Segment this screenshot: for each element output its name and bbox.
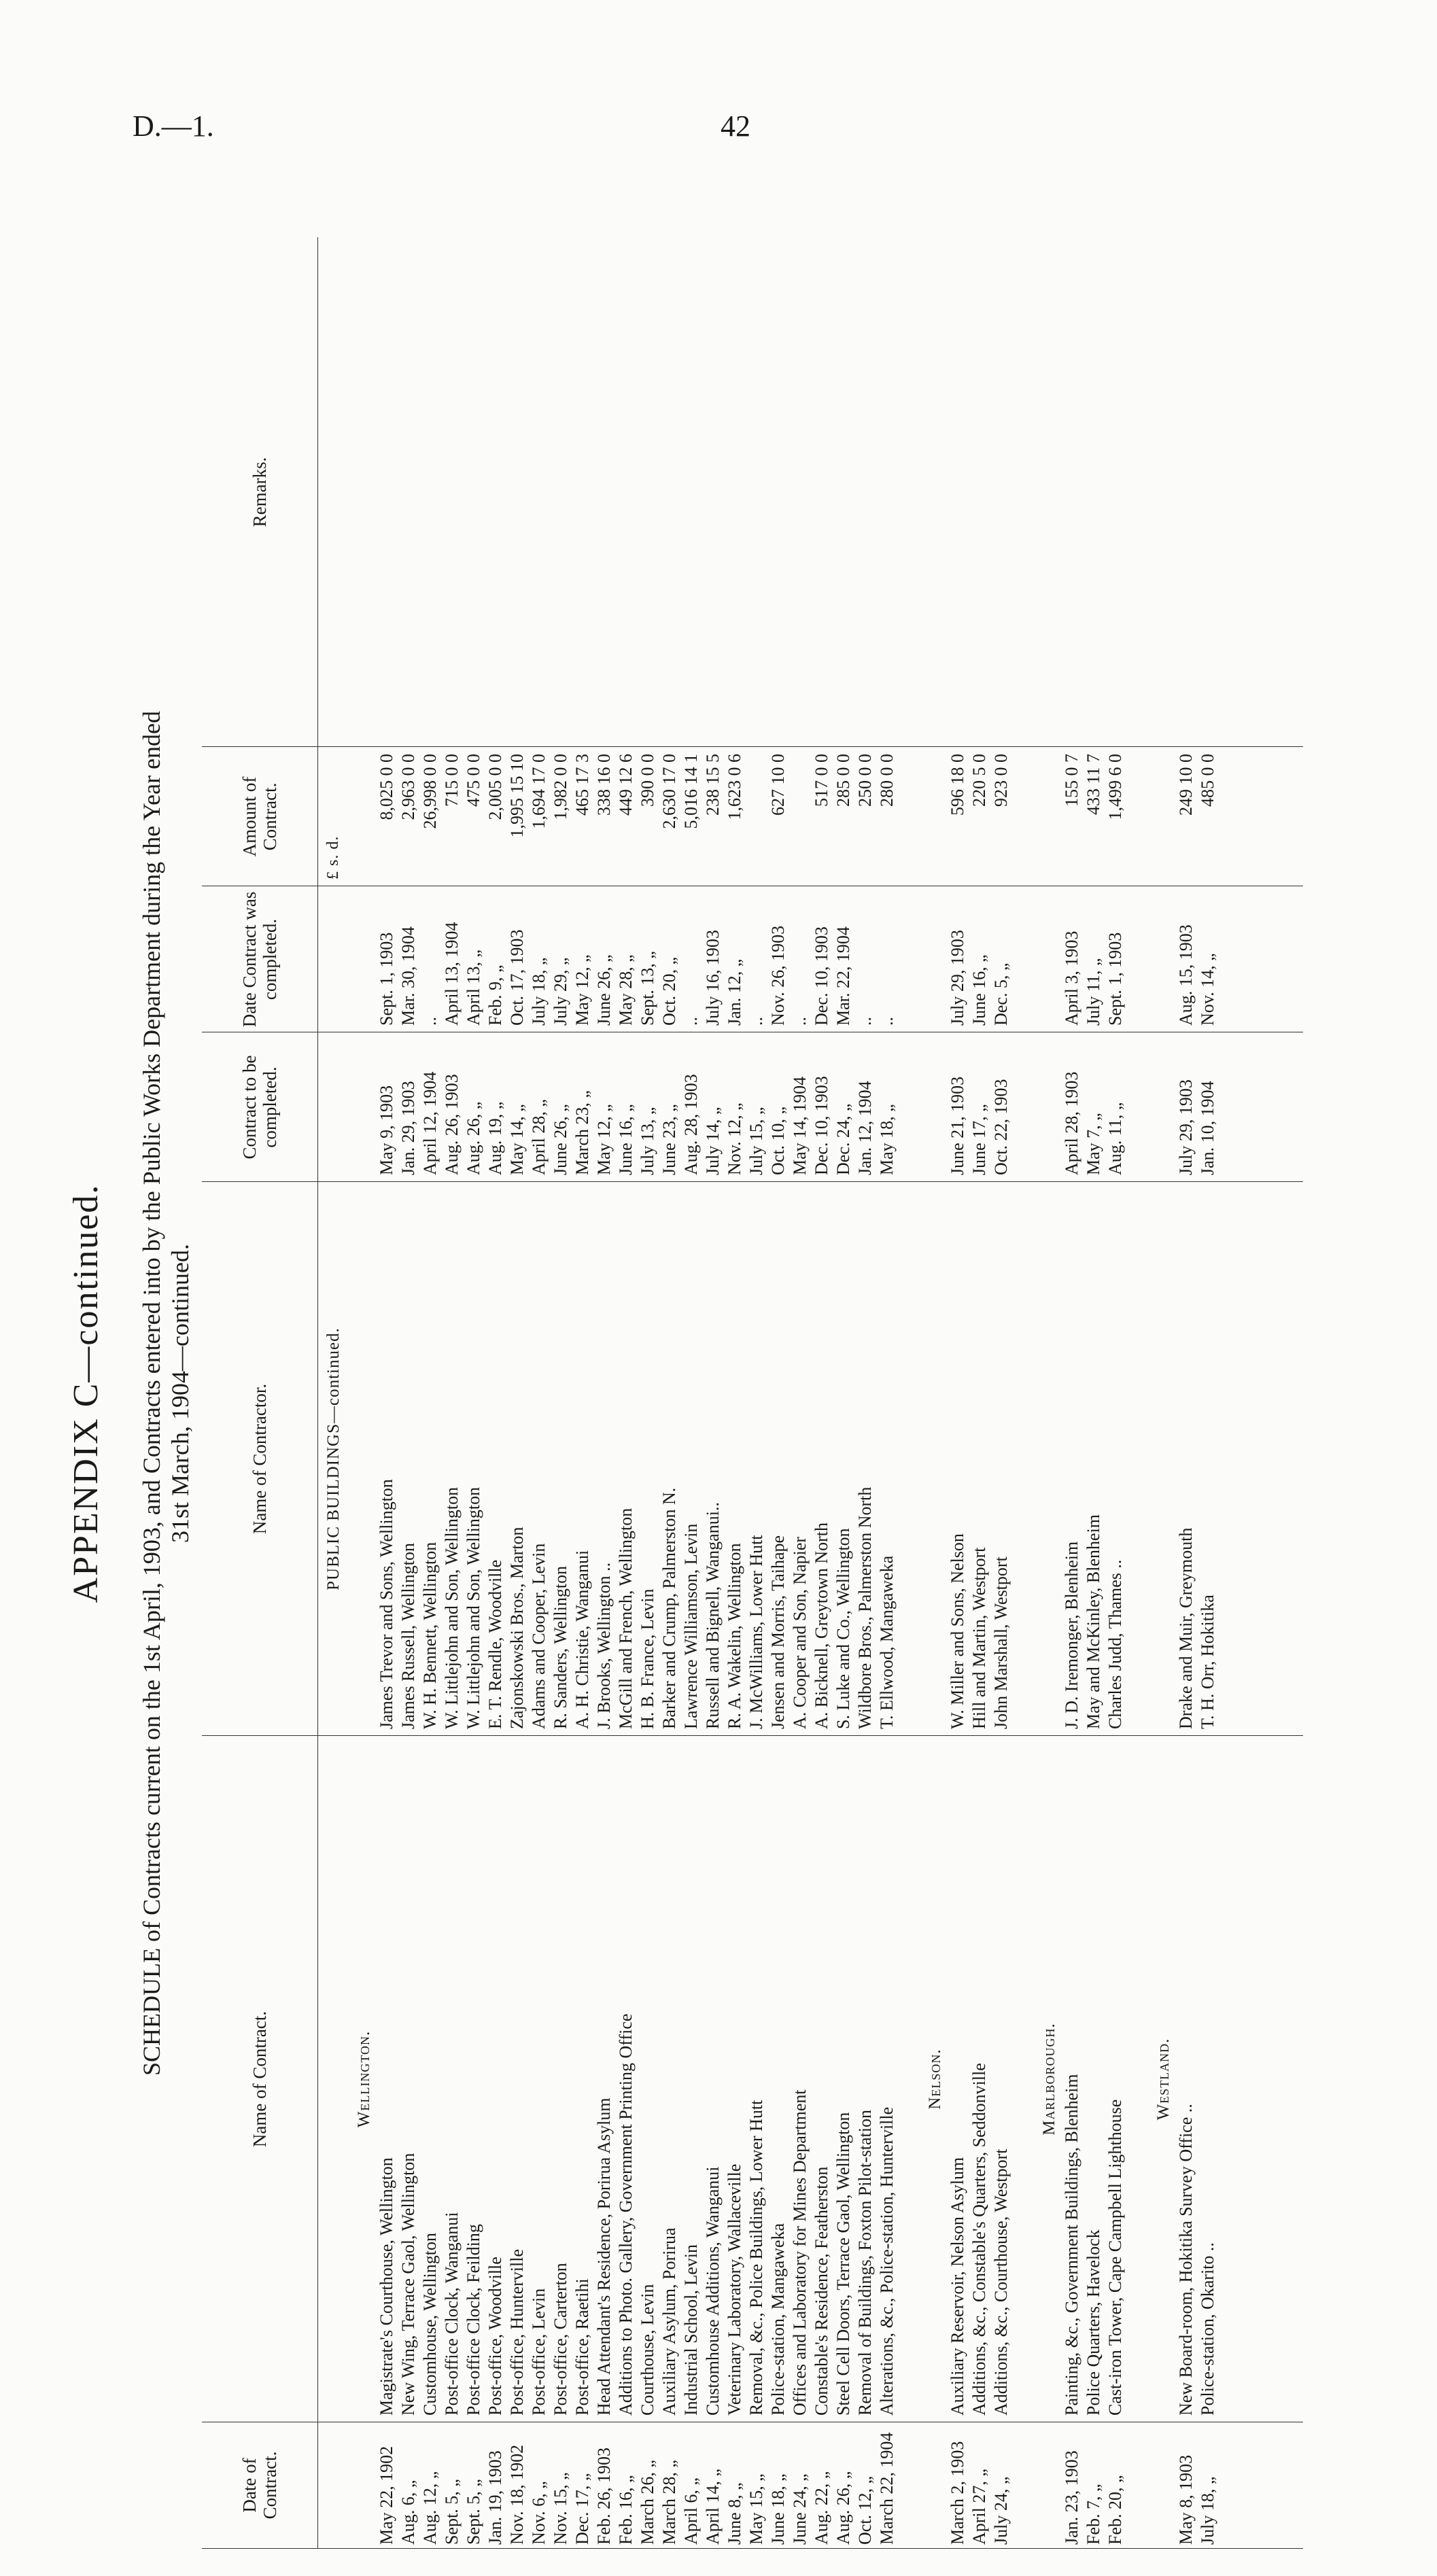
cell-contractor: J. McWilliams, Lower Hutt bbox=[746, 1535, 766, 1729]
table-row bbox=[833, 747, 854, 2548]
cell-contract: Removal, &c., Police Buildings, Lower Hutt bbox=[746, 2100, 766, 2416]
table-row bbox=[877, 747, 897, 2548]
cell-contractor: T. H. Orr, Hokitika bbox=[1198, 1595, 1217, 1729]
cell-date: Aug. 22, „ bbox=[812, 2471, 831, 2545]
cell-amount: 2,005 0 0 bbox=[485, 754, 505, 820]
cell-date: Feb. 26, 1903 bbox=[594, 2448, 614, 2545]
table-row bbox=[507, 747, 527, 2548]
section-heading: Westland. bbox=[1154, 2038, 1173, 2121]
cell-contractor: E. T. Rendle, Woodville bbox=[485, 1559, 505, 1729]
cell-contractor: S. Luke and Co., Wellington bbox=[833, 1528, 853, 1729]
cell-contract: Police-station, Okarito .. bbox=[1198, 2242, 1217, 2416]
cell-contractor: Charles Judd, Thames .. bbox=[1105, 1559, 1125, 1729]
cell-to-complete: June 23, „ bbox=[659, 1104, 679, 1175]
cell-contract: Auxiliary Asylum, Porirua bbox=[659, 2227, 679, 2416]
cell-to-complete: June 21, 1903 bbox=[948, 1076, 967, 1175]
cell-date: July 18, „ bbox=[1198, 2476, 1217, 2545]
table-row bbox=[638, 747, 658, 2548]
section-public-buildings: PUBLIC BUILDINGS—continued. bbox=[324, 1327, 343, 1590]
cell-to-complete: Dec. 24, „ bbox=[833, 1103, 853, 1175]
table-row bbox=[551, 747, 571, 2548]
cell-contract: Post-office, Woodville bbox=[485, 2257, 505, 2416]
cell-contract: Police-station, Mangaweka bbox=[768, 2223, 788, 2416]
cell-contractor: McGill and French, Wellington bbox=[616, 1508, 636, 1729]
cell-completed: July 18, „ bbox=[529, 957, 549, 1026]
cell-contract: Cast-iron Tower, Cape Campbell Lighthouse bbox=[1105, 2099, 1125, 2416]
cell-amount: 280 0 0 bbox=[877, 754, 897, 807]
table-row bbox=[1105, 747, 1126, 2548]
cell-date: Feb. 7, „ bbox=[1084, 2484, 1103, 2545]
appendix-title: APPENDIX C—continued. bbox=[67, 1183, 105, 1603]
cell-amount: 465 17 3 bbox=[572, 754, 592, 816]
col-header-amount: Amount of Contract. bbox=[202, 747, 318, 886]
cell-contractor: Lawrence Williamson, Levin bbox=[681, 1523, 701, 1729]
cell-completed: .. bbox=[681, 1017, 701, 1026]
cell-completed: Dec. 10, 1903 bbox=[812, 926, 831, 1026]
cell-contractor: Hill and Martin, Westport bbox=[969, 1547, 989, 1729]
cell-amount: 517 0 0 bbox=[812, 754, 831, 807]
table-row bbox=[485, 747, 506, 2548]
cell-contract: Additions to Photo. Gallery, Government Printing Office bbox=[616, 2013, 636, 2416]
table-row bbox=[948, 747, 968, 2548]
cell-date: Aug. 26, „ bbox=[833, 2471, 853, 2545]
cell-completed: Oct. 17, 1903 bbox=[507, 929, 527, 1026]
cell-to-complete: May 14, 1904 bbox=[790, 1076, 810, 1175]
cell-amount: 1,982 0 0 bbox=[551, 754, 570, 820]
table-row bbox=[681, 747, 702, 2548]
cell-contractor: Russell and Bignell, Wanganui.. bbox=[703, 1502, 723, 1729]
cell-date: Feb. 16, „ bbox=[616, 2475, 636, 2545]
cell-date: June 18, „ bbox=[768, 2473, 788, 2545]
cell-to-complete: April 28, 1903 bbox=[1062, 1071, 1081, 1175]
cell-date: Oct. 12, „ bbox=[855, 2475, 875, 2545]
cell-to-complete: Aug. 26, „ bbox=[464, 1101, 483, 1175]
cell-contract: Post-office, Raetihi bbox=[572, 2278, 592, 2416]
table-row bbox=[812, 747, 832, 2548]
cell-contractor: A. Bicknell, Greytown North bbox=[812, 1522, 831, 1729]
cell-to-complete: Nov. 12, „ bbox=[725, 1102, 744, 1175]
cell-contract: Customhouse Additions, Wanganui bbox=[703, 2166, 723, 2416]
table-row bbox=[768, 747, 789, 2548]
cell-date: May 15, „ bbox=[746, 2473, 766, 2545]
cell-contract: Post-office, Hunterville bbox=[507, 2248, 527, 2416]
cell-amount: 449 12 6 bbox=[616, 754, 636, 816]
cell-contract: Post-office, Levin bbox=[529, 2288, 549, 2416]
cell-to-complete: Oct. 10, „ bbox=[768, 1106, 788, 1175]
table-row bbox=[790, 747, 810, 2548]
cell-to-complete: July 14, „ bbox=[703, 1107, 723, 1175]
cell-amount: 155 0 7 bbox=[1062, 754, 1081, 807]
cell-amount: 485 0 0 bbox=[1198, 754, 1217, 807]
cell-completed: April 3, 1903 bbox=[1062, 930, 1081, 1026]
cell-contract: Alterations, &c., Police-station, Hunterville bbox=[877, 2106, 897, 2416]
cell-contractor: A. Cooper and Son, Napier bbox=[790, 1536, 810, 1729]
cell-contractor: H. B. France, Levin bbox=[638, 1588, 657, 1729]
cell-date: Aug. 12, „ bbox=[420, 2471, 440, 2545]
cell-completed: .. bbox=[746, 1017, 766, 1026]
cell-contract: Customhouse, Wellington bbox=[420, 2233, 440, 2416]
cell-contractor: Jensen and Morris, Taihape bbox=[768, 1535, 788, 1729]
cell-completed: June 26, „ bbox=[594, 954, 614, 1026]
table-row bbox=[659, 747, 680, 2548]
cell-contract: Painting, &c., Government Buildings, Blenheim bbox=[1062, 2074, 1081, 2416]
cell-to-complete: Jan. 29, 1903 bbox=[398, 1081, 418, 1175]
cell-contractor: Zajonskowski Bros., Marton bbox=[507, 1527, 527, 1729]
table-row bbox=[572, 747, 593, 2548]
cell-amount: 715 0 0 bbox=[442, 754, 462, 807]
cell-contractor: May and McKinley, Blenheim bbox=[1084, 1514, 1103, 1729]
cell-completed: .. bbox=[877, 1017, 897, 1026]
cell-contractor: James Russell, Wellington bbox=[398, 1542, 418, 1729]
cell-amount: 2,963 0 0 bbox=[398, 754, 418, 820]
cell-to-complete: Jan. 12, 1904 bbox=[855, 1081, 875, 1175]
cell-completed: Sept. 13, „ bbox=[638, 951, 657, 1026]
cell-contract: Magistrate's Courthouse, Wellington bbox=[377, 2157, 396, 2416]
cell-to-complete: Oct. 22, 1903 bbox=[991, 1079, 1011, 1175]
cell-to-complete: May 9, 1903 bbox=[377, 1085, 396, 1175]
cell-contractor: W. Littlejohn and Son, Wellington bbox=[442, 1486, 462, 1729]
cell-completed: Oct. 20, „ bbox=[659, 956, 679, 1026]
cell-completed: Nov. 14, „ bbox=[1198, 953, 1217, 1026]
cell-date: Aug. 6, „ bbox=[398, 2479, 418, 2545]
cell-date: Feb. 20, „ bbox=[1105, 2475, 1125, 2545]
cell-to-complete: July 13, „ bbox=[638, 1107, 657, 1175]
cell-completed: Feb. 9, „ bbox=[485, 964, 505, 1026]
cell-completed: June 16, „ bbox=[969, 954, 989, 1026]
cell-contractor: Wildbore Bros., Palmerston North bbox=[855, 1486, 875, 1729]
cell-completed: July 29, „ bbox=[551, 957, 570, 1026]
cell-contract: Head Attendant's Residence, Porirua Asylum bbox=[594, 2098, 614, 2416]
cell-contract: Offices and Laboratory for Mines Department bbox=[790, 2089, 810, 2416]
cell-completed: .. bbox=[790, 1017, 810, 1026]
cell-to-complete: May 7, „ bbox=[1084, 1113, 1103, 1175]
cell-date: March 2, 1903 bbox=[948, 2441, 967, 2545]
schedule-title-line1: SCHEDULE of Contracts current on the 1st April, 1903, and Contracts entered into by the Public Works Department during the Year ended bbox=[138, 710, 165, 2076]
cell-date: Dec. 17, „ bbox=[572, 2473, 592, 2545]
cell-amount: 250 0 0 bbox=[855, 754, 875, 807]
schedule-title bbox=[137, 211, 194, 2576]
cell-contract: Courthouse, Levin bbox=[638, 2284, 657, 2416]
cell-contract: New Wing, Terrace Gaol, Wellington bbox=[398, 2153, 418, 2416]
cell-contract: Industrial School, Levin bbox=[681, 2244, 701, 2416]
rotated-table-area bbox=[67, 211, 1364, 2576]
cell-contract: Police Quarters, Havelock bbox=[1084, 2229, 1103, 2416]
cell-date: Nov. 18, 1902 bbox=[507, 2444, 527, 2545]
cell-amount: 923 0 0 bbox=[991, 754, 1011, 807]
cell-contractor: James Trevor and Sons, Wellington bbox=[377, 1479, 396, 1729]
table-row bbox=[529, 747, 549, 2548]
cell-contract: Post-office Clock, Wanganui bbox=[442, 2212, 462, 2416]
cell-date: Nov. 6, „ bbox=[529, 2481, 549, 2545]
cell-contract: Additions, &c., Constable's Quarters, Seddonville bbox=[969, 2063, 989, 2416]
cell-amount: 475 0 0 bbox=[464, 754, 483, 807]
cell-date: July 24, „ bbox=[991, 2476, 1011, 2545]
table-row bbox=[398, 747, 419, 2548]
cell-date: April 14, „ bbox=[703, 2469, 723, 2545]
cell-completed: Nov. 26, 1903 bbox=[768, 925, 788, 1026]
cell-to-complete: April 12, 1904 bbox=[420, 1071, 440, 1175]
cell-contract: Auxiliary Reservoir, Nelson Asylum bbox=[948, 2157, 967, 2416]
section-heading: Marlborough. bbox=[1040, 2023, 1058, 2136]
cell-amount: 238 15 5 bbox=[703, 754, 723, 816]
cell-contractor: R. A. Wakelin, Wellington bbox=[725, 1543, 744, 1729]
cell-amount: 1,499 6 0 bbox=[1105, 754, 1125, 820]
section-heading: Nelson. bbox=[926, 2049, 944, 2110]
table-row bbox=[594, 747, 614, 2548]
cell-date: April 6, „ bbox=[681, 2477, 701, 2545]
table-row bbox=[703, 747, 723, 2548]
cell-completed: April 13, „ bbox=[464, 950, 483, 1026]
col-header-to-complete: Contract to be completed. bbox=[202, 1032, 318, 1182]
cell-to-complete: Dec. 10, 1903 bbox=[812, 1076, 831, 1175]
cell-date: June 24, „ bbox=[790, 2473, 810, 2545]
contracts-table bbox=[202, 237, 1303, 2549]
cell-to-complete: Aug. 19, „ bbox=[485, 1101, 505, 1175]
cell-date: Sept. 5, „ bbox=[442, 2479, 462, 2545]
cell-contractor: W. H. Bennett, Wellington bbox=[420, 1542, 440, 1729]
cell-amount: 249 10 0 bbox=[1176, 754, 1196, 816]
cell-contractor: T. Ellwood, Mangaweka bbox=[877, 1555, 897, 1729]
cell-contract: Veterinary Laboratory, Wallaceville bbox=[725, 2163, 744, 2416]
cell-to-complete: Jan. 10, 1904 bbox=[1198, 1081, 1217, 1175]
table-row bbox=[746, 747, 767, 2548]
cell-amount: 1,623 0 6 bbox=[725, 754, 744, 820]
cell-to-complete: May 14, „ bbox=[507, 1104, 527, 1175]
cell-contract: Additions, &c., Courthouse, Westport bbox=[991, 2148, 1011, 2416]
cell-to-complete: Aug. 28, 1903 bbox=[681, 1074, 701, 1175]
cell-amount: 5,016 14 1 bbox=[681, 754, 701, 829]
cell-to-complete: March 23, „ bbox=[572, 1090, 592, 1175]
table-row bbox=[464, 747, 484, 2548]
cell-contractor: J. Brooks, Wellington .. bbox=[594, 1562, 614, 1729]
cell-amount: 390 0 0 bbox=[638, 754, 657, 807]
page-code: D.—1. bbox=[133, 109, 214, 143]
cell-completed: Dec. 5, „ bbox=[991, 962, 1011, 1026]
cell-contract: Post-office Clock, Feilding bbox=[464, 2224, 483, 2416]
amount-units: £ s. d. bbox=[324, 835, 342, 880]
cell-contractor: W. Miller and Sons, Nelson bbox=[948, 1533, 967, 1729]
cell-completed: .. bbox=[420, 1017, 440, 1026]
cell-contractor: Drake and Muir, Greymouth bbox=[1176, 1527, 1196, 1729]
cell-completed: April 13, 1904 bbox=[442, 922, 462, 1026]
cell-contractor: J. D. Iremonger, Blenheim bbox=[1062, 1541, 1081, 1729]
cell-completed: Mar. 22, 1904 bbox=[833, 926, 853, 1026]
cell-date: May 22, 1902 bbox=[377, 2446, 396, 2545]
table-row bbox=[616, 747, 636, 2548]
section-heading: Wellington. bbox=[355, 2030, 373, 2128]
cell-date: April 27, „ bbox=[969, 2469, 989, 2545]
cell-contractor: W. Littlejohn and Son, Wellington bbox=[464, 1486, 483, 1729]
cell-contractor: R. Sanders, Wellington bbox=[551, 1565, 570, 1729]
cell-to-complete: Aug. 26, 1903 bbox=[442, 1074, 462, 1175]
cell-date: Nov. 15, „ bbox=[551, 2472, 570, 2545]
cell-completed: July 16, 1903 bbox=[703, 930, 723, 1026]
cell-date: Jan. 23, 1903 bbox=[1062, 2450, 1081, 2545]
cell-to-complete: April 28, „ bbox=[529, 1099, 549, 1175]
cell-date: June 8, „ bbox=[725, 2482, 744, 2545]
cell-to-complete: June 16, „ bbox=[616, 1104, 636, 1175]
cell-completed: Jan. 12, „ bbox=[725, 958, 744, 1026]
cell-contract: Constable's Residence, Featherston bbox=[812, 2166, 831, 2416]
cell-date: March 28, „ bbox=[659, 2460, 679, 2545]
cell-to-complete: May 12, „ bbox=[594, 1104, 614, 1175]
cell-contract: Removal of Buildings, Foxton Pilot-station bbox=[855, 2110, 875, 2416]
table-row bbox=[855, 747, 876, 2548]
cell-completed: .. bbox=[855, 1017, 875, 1026]
cell-contractor: Adams and Cooper, Levin bbox=[529, 1543, 549, 1729]
col-header-date: Date of Contract. bbox=[202, 2422, 318, 2548]
cell-date: March 26, „ bbox=[638, 2460, 657, 2545]
cell-to-complete: June 17, „ bbox=[969, 1104, 989, 1175]
table-row bbox=[420, 747, 440, 2548]
table-row bbox=[991, 747, 1011, 2548]
cell-to-complete: Aug. 11, „ bbox=[1105, 1102, 1125, 1175]
cell-amount: 285 0 0 bbox=[833, 754, 853, 807]
cell-amount: 2,630 17 0 bbox=[659, 754, 679, 829]
cell-to-complete: July 15, „ bbox=[746, 1107, 766, 1175]
table-row bbox=[1198, 747, 1218, 2548]
cell-contractor: John Marshall, Westport bbox=[991, 1556, 1011, 1729]
cell-date: May 8, 1903 bbox=[1176, 2454, 1196, 2545]
cell-contractor: A. H. Christie, Wanganui bbox=[572, 1550, 592, 1729]
table-row bbox=[442, 747, 462, 2548]
cell-amount: 338 16 0 bbox=[594, 754, 614, 816]
cell-completed: May 28, „ bbox=[616, 954, 636, 1026]
cell-amount: 627 10 0 bbox=[768, 754, 788, 816]
cell-completed: Sept. 1, 1903 bbox=[377, 932, 396, 1026]
table-row bbox=[1084, 747, 1104, 2548]
cell-contract: Steel Cell Doors, Terrace Gaol, Wellington bbox=[833, 2112, 853, 2416]
schedule-title-line2: 31st March, 1904—continued. bbox=[167, 1244, 194, 1543]
cell-to-complete: June 26, „ bbox=[551, 1104, 570, 1175]
cell-amount: 596 18 0 bbox=[948, 754, 967, 816]
cell-date: Sept. 5, „ bbox=[464, 2479, 483, 2545]
cell-amount: 1,995 15 10 bbox=[507, 754, 527, 838]
cell-completed: May 12, „ bbox=[572, 954, 592, 1026]
cell-completed: July 29, 1903 bbox=[948, 930, 967, 1026]
cell-completed: Aug. 15, 1903 bbox=[1176, 924, 1196, 1026]
cell-amount: 26,998 0 0 bbox=[420, 754, 440, 829]
table-row bbox=[1176, 747, 1196, 2548]
cell-amount: 1,694 17 0 bbox=[529, 754, 549, 829]
cell-completed: Mar. 30, 1904 bbox=[398, 926, 418, 1026]
col-header-completed: Date Contract was completed. bbox=[202, 886, 318, 1032]
cell-completed: Sept. 1, 1903 bbox=[1105, 932, 1125, 1026]
col-header-remarks: Remarks. bbox=[202, 237, 318, 747]
col-header-contractor: Name of Contractor. bbox=[202, 1182, 318, 1736]
col-header-contract: Name of Contract. bbox=[202, 1736, 318, 2422]
cell-date: Jan. 19, 1903 bbox=[485, 2450, 505, 2545]
cell-contractor: Barker and Crump, Palmerston N. bbox=[659, 1487, 679, 1729]
table-row bbox=[969, 747, 990, 2548]
cell-to-complete: May 18, „ bbox=[877, 1104, 897, 1175]
cell-completed: July 11, „ bbox=[1084, 958, 1103, 1026]
page-number: 42 bbox=[721, 109, 750, 143]
cell-to-complete: July 29, 1903 bbox=[1176, 1079, 1196, 1175]
cell-contract: Post-office, Carterton bbox=[551, 2263, 570, 2416]
table-row bbox=[725, 747, 745, 2548]
table-row bbox=[377, 747, 397, 2548]
cell-amount: 433 11 7 bbox=[1084, 754, 1103, 816]
cell-contract: New Board-room, Hokitika Survey Office .. bbox=[1176, 2104, 1196, 2416]
cell-date: March 22, 1904 bbox=[877, 2432, 897, 2545]
cell-amount: 220 5 0 bbox=[969, 754, 989, 807]
cell-amount: 8,025 0 0 bbox=[377, 754, 396, 820]
table-row bbox=[1062, 747, 1082, 2548]
